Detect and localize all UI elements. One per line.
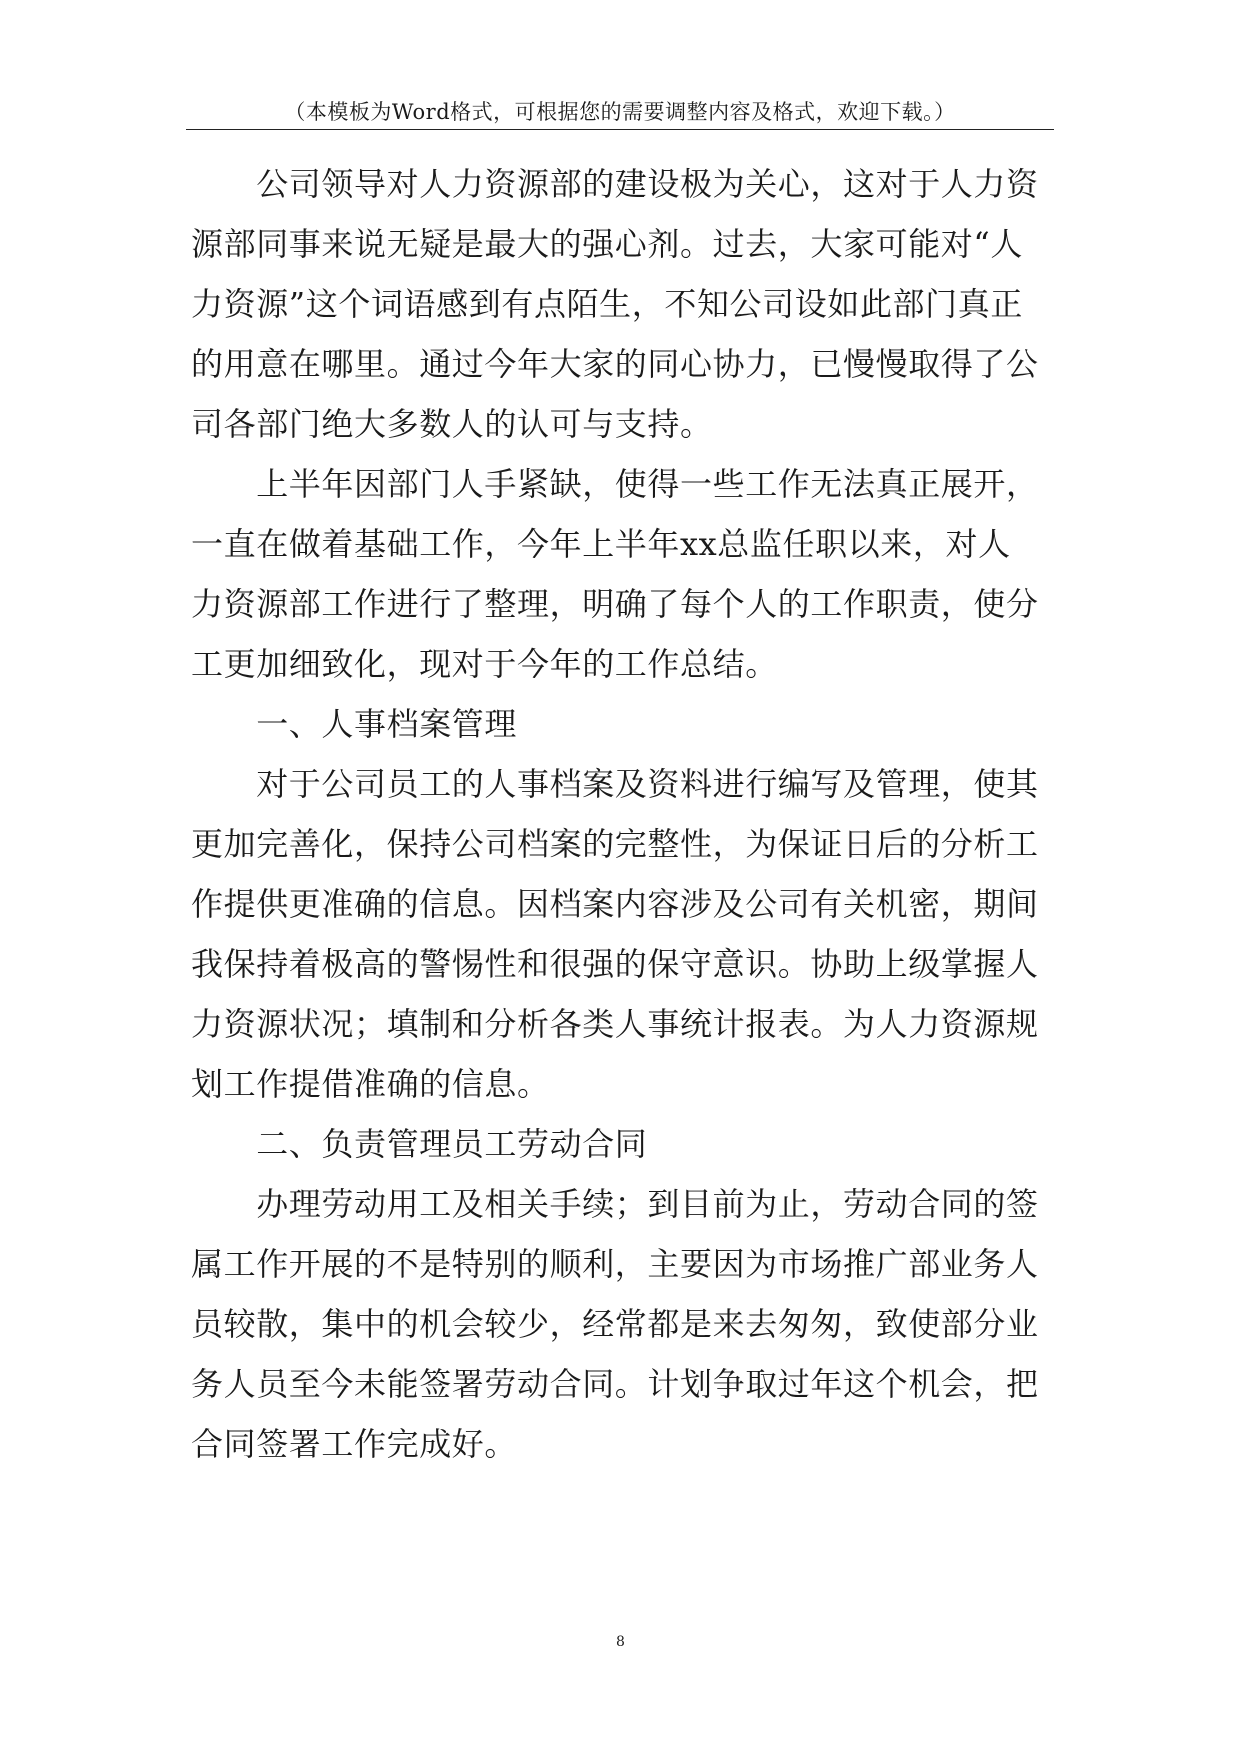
text-line: 上半年因部门人手紧缺，使得一些工作无法真正展开，: [191, 465, 1039, 503]
text-line: 对于公司员工的人事档案及资料进行编写及管理，使其: [191, 765, 1039, 803]
section-heading: 二、负责管理员工劳动合同: [191, 1125, 648, 1163]
text-line: 作提供更准确的信息。因档案内容涉及公司有关机密，期间: [191, 885, 1039, 923]
page-number: 8: [616, 1634, 625, 1650]
text-line: 属工作开展的不是特别的顺利，主要因为市场推广部业务人: [191, 1245, 1039, 1283]
text-line: 务人员至今未能签署劳动合同。计划争取过年这个机会，把: [191, 1365, 1039, 1403]
text-line: 办理劳动用工及相关手续；到目前为止，劳动合同的签: [191, 1185, 1039, 1223]
text-line: 员较散，集中的机会较少，经常都是来去匆匆，致使部分业: [191, 1305, 1039, 1343]
text-line: 更加完善化，保持公司档案的完整性，为保证日后的分析工: [191, 825, 1039, 863]
text-line: 力资源”这个词语感到有点陌生，不知公司设如此部门真正: [191, 285, 1023, 323]
page-header: （本模板为Word格式，可根据您的需要调整内容及格式，欢迎下载。）: [284, 100, 956, 124]
text-line: 源部同事来说无疑是最大的强心剂。过去，大家可能对“人: [191, 225, 1023, 263]
text-line: 的用意在哪里。通过今年大家的同心协力，已慢慢取得了公: [191, 345, 1039, 383]
section-heading: 一、人事档案管理: [191, 705, 518, 743]
text-line: 合同签署工作完成好。: [191, 1425, 518, 1463]
text-line: 我保持着极高的警惕性和很强的保守意识。协助上级掌握人: [191, 945, 1039, 983]
text-line: 司各部门绝大多数人的认可与支持。: [191, 405, 713, 443]
text-line: 一直在做着基础工作，今年上半年xx总监任职以来，对人: [191, 525, 1011, 563]
text-line: 力资源部工作进行了整理，明确了每个人的工作职责，使分: [191, 585, 1039, 623]
text-line: 划工作提借准确的信息。: [191, 1065, 550, 1103]
header-divider: [186, 129, 1054, 130]
text-line: 公司领导对人力资源部的建设极为关心，这对于人力资: [191, 165, 1039, 203]
text-line: 力资源状况；填制和分析各类人事统计报表。为人力资源规: [191, 1005, 1039, 1043]
text-line: 工更加细致化，现对于今年的工作总结。: [191, 645, 778, 683]
